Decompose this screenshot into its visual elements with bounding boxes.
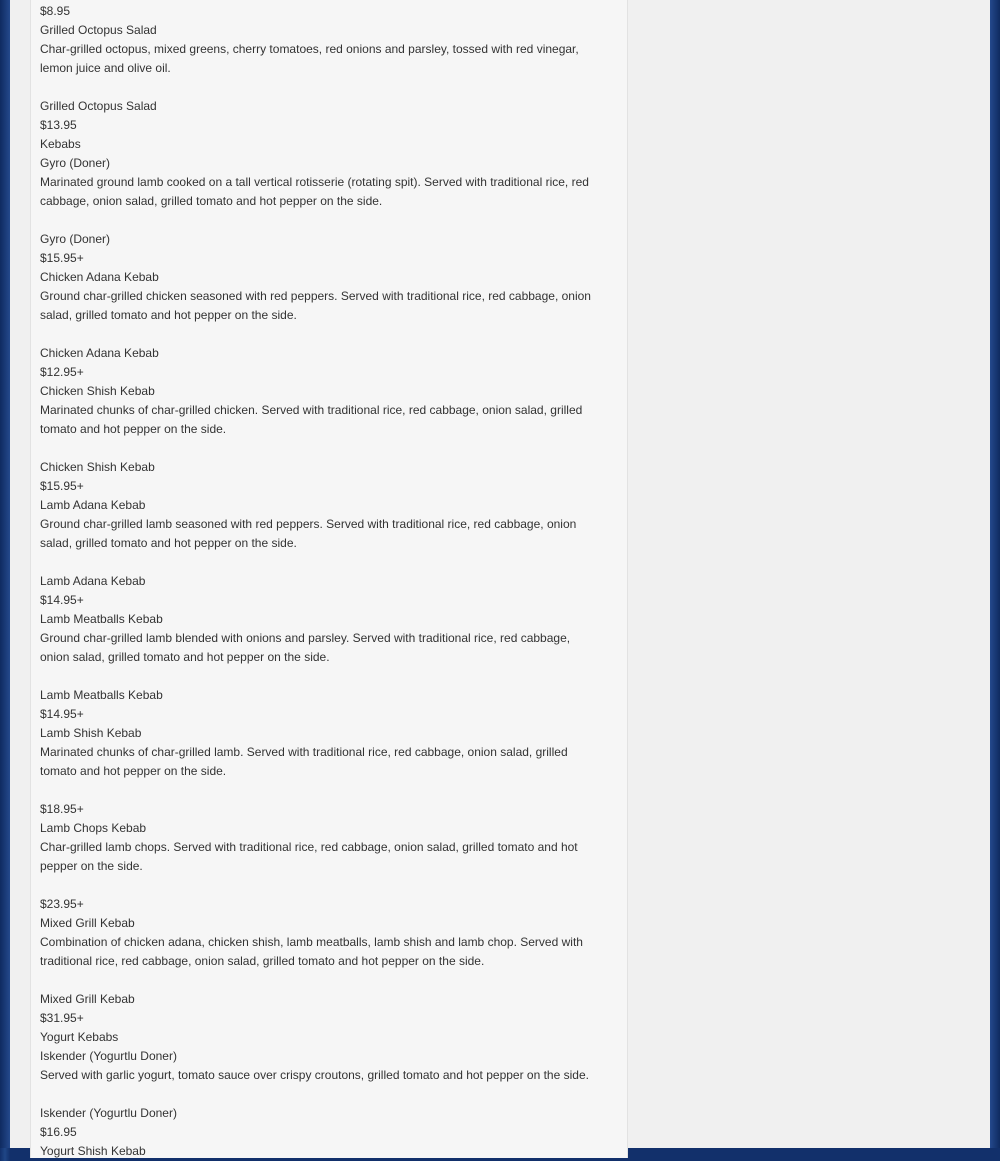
menu-spacer [40, 971, 600, 990]
menu-item-name: Grilled Octopus Salad [40, 23, 157, 37]
menu-list [40, 0, 600, 1161]
menu-item-name: Iskender (Yogurtlu Doner) [40, 1049, 177, 1063]
menu-item-description: Char-grilled octopus, mixed greens, cherry tomatoes, red onions and parsley, tossed with red vinegar, lemon juice and olive oil. [40, 42, 579, 75]
menu-item-description: Ground char-grilled lamb seasoned with red peppers. Served with traditional rice, red cabbage, onion salad, grilled tomato and hot pepper on the side. [40, 517, 577, 550]
menu-item-name: Mixed Grill Kebab [40, 992, 135, 1006]
menu-spacer [40, 325, 600, 344]
menu-item-price: $14.95+ [40, 593, 84, 607]
menu-spacer [40, 439, 600, 458]
menu-item-price: $16.95 [40, 1125, 77, 1139]
menu-item-price: $13.95 [40, 118, 77, 132]
menu-spacer [40, 1085, 600, 1104]
menu-item-name: Gyro (Doner) [40, 232, 111, 246]
menu-item-price: $31.95+ [40, 1011, 84, 1025]
menu-spacer [40, 78, 600, 97]
menu-item-name: Lamb Adana Kebab [40, 498, 146, 512]
menu-item-description: Marinated ground lamb cooked on a tall vertical rotisserie (rotating spit). Served with traditional rice, red cabbage, onion salad, grilled tomato and hot pepper on the side. [40, 175, 589, 208]
menu-item-description: Ground char-grilled chicken seasoned with red peppers. Served with traditional rice, red cabbage, onion salad, grilled tomato and hot pepper on the side. [40, 289, 591, 322]
menu-item-price: $18.95+ [40, 802, 84, 816]
menu-item-price: $15.95+ [40, 251, 84, 265]
menu-item-name: Lamb Meatballs Kebab [40, 688, 163, 702]
menu-item-description: Served with garlic yogurt, tomato sauce over crispy croutons, grilled tomato and hot pepper on the side. [40, 1068, 589, 1082]
right-frame-border [990, 0, 1000, 1148]
menu-item-description: Marinated chunks of char-grilled chicken. Served with traditional rice, red cabbage, onion salad, grilled tomato and hot pepper on the side. [40, 403, 583, 436]
menu-item-description: Marinated chunks of char-grilled lamb. Served with traditional rice, red cabbage, onion salad, grilled tomato and hot pepper on the side. [40, 745, 568, 778]
menu-item-price: $8.95 [40, 4, 71, 18]
menu-spacer [40, 211, 600, 230]
menu-item-price: $15.95+ [40, 479, 84, 493]
menu-item-name: Gyro (Doner) [40, 156, 111, 170]
menu-item-description: Ground char-grilled lamb blended with onions and parsley. Served with traditional rice, red cabbage, onion salad, grilled tomato and hot pepper on the side. [40, 631, 571, 664]
menu-item-price: $12.95+ [40, 365, 84, 379]
left-frame-border [0, 0, 10, 1148]
menu-item-name: Chicken Adana Kebab [40, 346, 159, 360]
menu-item-price: $23.95+ [40, 897, 84, 911]
menu-category-heading: Kebabs [40, 137, 81, 151]
menu-item-name: Iskender (Yogurtlu Doner) [40, 1106, 177, 1120]
menu-item-name: Mixed Grill Kebab [40, 916, 135, 930]
menu-spacer [40, 876, 600, 895]
menu-spacer [40, 553, 600, 572]
menu-item-name: Yogurt Shish Kebab [40, 1144, 146, 1158]
menu-item-name: Lamb Meatballs Kebab [40, 612, 163, 626]
menu-item-name: Chicken Shish Kebab [40, 384, 155, 398]
menu-item-description: Combination of chicken adana, chicken shish, lamb meatballs, lamb shish and lamb chop. Served with traditional rice, red cabbage, onion salad, grilled tomato and hot pepper on the side. [40, 935, 583, 968]
menu-category-heading: Yogurt Kebabs [40, 1030, 119, 1044]
menu-item-name: Grilled Octopus Salad [40, 99, 157, 113]
menu-item-name: Lamb Chops Kebab [40, 821, 147, 835]
menu-item-name: Chicken Shish Kebab [40, 460, 155, 474]
menu-item-price: $14.95+ [40, 707, 84, 721]
menu-item-name: Lamb Shish Kebab [40, 726, 142, 740]
menu-item-description: Char-grilled lamb chops. Served with traditional rice, red cabbage, onion salad, grilled tomato and hot pepper on the side. [40, 840, 578, 873]
menu-spacer [40, 667, 600, 686]
menu-spacer [40, 781, 600, 800]
menu-item-name: Lamb Adana Kebab [40, 574, 146, 588]
menu-item-name: Chicken Adana Kebab [40, 270, 159, 284]
